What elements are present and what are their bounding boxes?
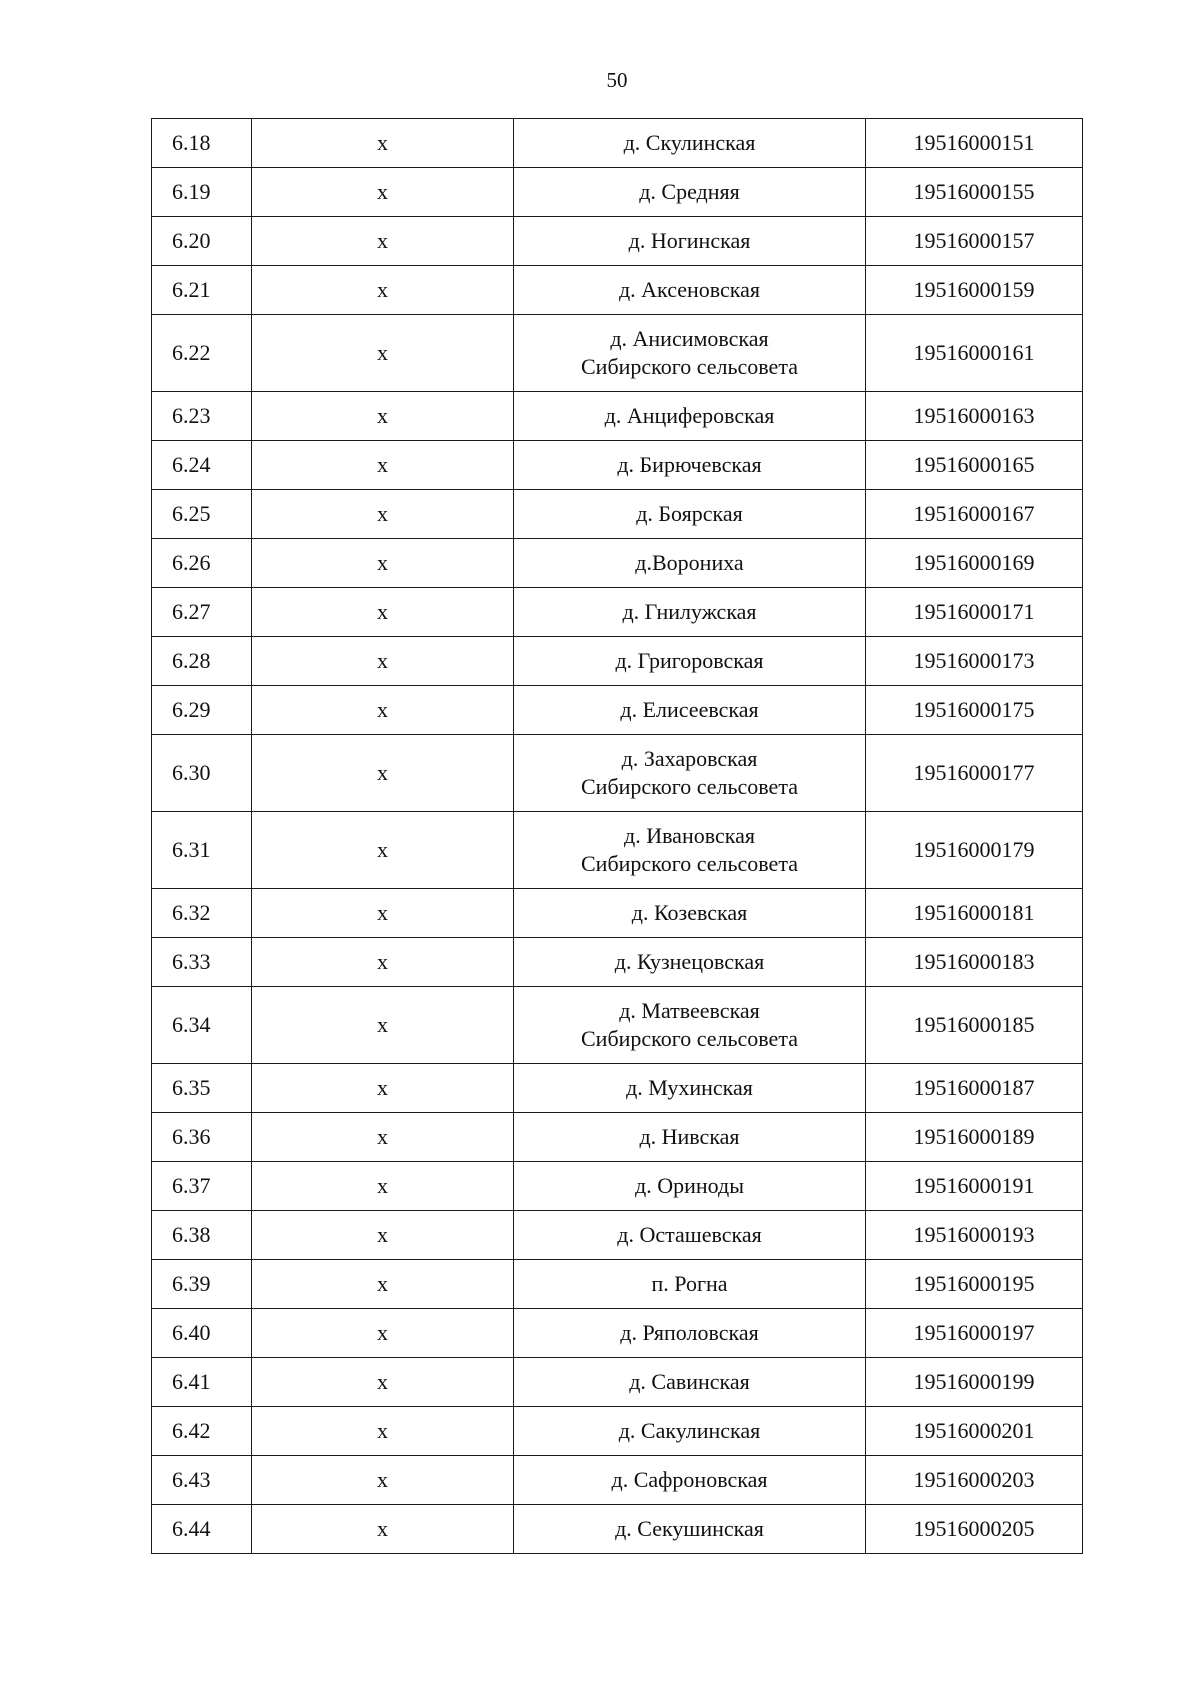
- oktmo-code-cell: 19516000197: [866, 1309, 1083, 1358]
- settlement-name-cell: [514, 889, 866, 938]
- oktmo-code-cell: 19516000159: [866, 266, 1083, 315]
- settlement-name-cell: [514, 1505, 866, 1554]
- settlement-name-line: д. Сакулинская: [618, 1418, 761, 1443]
- settlement-name-cell: [514, 539, 866, 588]
- settlement-name-cell: [514, 1309, 866, 1358]
- table-row: [152, 539, 1083, 588]
- oktmo-code-cell: 19516000151: [866, 119, 1083, 168]
- settlement-name-line: д. Анисимовская: [610, 326, 769, 351]
- mark-cell: x: [252, 735, 514, 812]
- oktmo-code-cell: 19516000195: [866, 1260, 1083, 1309]
- settlement-name-cell: [514, 1064, 866, 1113]
- settlement-name-line: д. Матвеевская: [619, 998, 760, 1023]
- table-row: [152, 315, 1083, 392]
- row-number-cell: 6.35: [152, 1064, 252, 1113]
- oktmo-code-cell: 19516000187: [866, 1064, 1083, 1113]
- oktmo-code-cell: 19516000193: [866, 1211, 1083, 1260]
- row-number-cell: 6.41: [152, 1358, 252, 1407]
- settlement-name-line: д. Мухинская: [626, 1075, 753, 1100]
- row-number-cell: 6.28: [152, 637, 252, 686]
- row-number-cell: 6.33: [152, 938, 252, 987]
- row-number-cell: 6.23: [152, 392, 252, 441]
- settlement-name-line: д. Ногинская: [628, 228, 751, 253]
- mark-cell: x: [252, 1309, 514, 1358]
- row-number-cell: 6.31: [152, 812, 252, 889]
- settlement-name-cell: [514, 1358, 866, 1407]
- settlement-name-line: д. Бирючевская: [617, 452, 762, 477]
- settlement-name-cell: [514, 441, 866, 490]
- row-number-cell: 6.18: [152, 119, 252, 168]
- table-row: [152, 266, 1083, 315]
- table-row: [152, 735, 1083, 812]
- row-number-cell: 6.27: [152, 588, 252, 637]
- row-number-cell: 6.24: [152, 441, 252, 490]
- oktmo-code-cell: 19516000179: [866, 812, 1083, 889]
- table-row: [152, 1309, 1083, 1358]
- settlement-name-cell: [514, 315, 866, 392]
- table-row: [152, 441, 1083, 490]
- mark-cell: x: [252, 1162, 514, 1211]
- oktmo-code-cell: 19516000181: [866, 889, 1083, 938]
- oktmo-code-cell: 19516000163: [866, 392, 1083, 441]
- oktmo-code-cell: 19516000203: [866, 1456, 1083, 1505]
- settlement-name-cell: [514, 217, 866, 266]
- row-number-cell: 6.20: [152, 217, 252, 266]
- settlement-name-cell: [514, 938, 866, 987]
- table-row: [152, 889, 1083, 938]
- mark-cell: x: [252, 1456, 514, 1505]
- mark-cell: x: [252, 1064, 514, 1113]
- table-row: [152, 1113, 1083, 1162]
- mark-cell: x: [252, 490, 514, 539]
- mark-cell: x: [252, 168, 514, 217]
- settlement-name-cell: [514, 812, 866, 889]
- table-row: [152, 119, 1083, 168]
- table-row: [152, 1064, 1083, 1113]
- settlement-name-cell: [514, 987, 866, 1064]
- settlement-name-line: д. Сафроновская: [611, 1467, 768, 1492]
- mark-cell: x: [252, 315, 514, 392]
- table-row: [152, 1456, 1083, 1505]
- settlement-name-line: д. Нивская: [639, 1124, 740, 1149]
- settlement-name-line: Сибирского сельсовета: [581, 774, 798, 799]
- settlement-name-line: д. Елисеевская: [620, 697, 759, 722]
- row-number-cell: 6.21: [152, 266, 252, 315]
- settlement-name-cell: [514, 119, 866, 168]
- row-number-cell: 6.25: [152, 490, 252, 539]
- settlement-name-line: д. Гнилужская: [622, 599, 757, 624]
- mark-cell: x: [252, 637, 514, 686]
- row-number-cell: 6.38: [152, 1211, 252, 1260]
- table-row: [152, 1505, 1083, 1554]
- oktmo-code-cell: 19516000201: [866, 1407, 1083, 1456]
- settlement-name-line: д.Ворониха: [635, 550, 744, 575]
- table-row: [152, 490, 1083, 539]
- mark-cell: x: [252, 539, 514, 588]
- settlement-name-cell: [514, 1162, 866, 1211]
- table-row: [152, 217, 1083, 266]
- oktmo-code-cell: 19516000177: [866, 735, 1083, 812]
- table-row: [152, 1260, 1083, 1309]
- settlement-name-line: д. Григоровская: [615, 648, 764, 673]
- table-body: [152, 119, 1083, 1554]
- row-number-cell: 6.42: [152, 1407, 252, 1456]
- table-row: [152, 686, 1083, 735]
- table-row: [152, 1162, 1083, 1211]
- settlement-name-cell: [514, 1456, 866, 1505]
- settlement-name-cell: [514, 735, 866, 812]
- oktmo-code-cell: 19516000205: [866, 1505, 1083, 1554]
- oktmo-code-cell: 19516000189: [866, 1113, 1083, 1162]
- settlement-name-cell: [514, 1260, 866, 1309]
- oktmo-code-cell: 19516000155: [866, 168, 1083, 217]
- settlement-name-cell: [514, 392, 866, 441]
- table-row: [152, 1358, 1083, 1407]
- oktmo-code-cell: 19516000183: [866, 938, 1083, 987]
- mark-cell: x: [252, 392, 514, 441]
- mark-cell: x: [252, 1358, 514, 1407]
- mark-cell: x: [252, 1260, 514, 1309]
- row-number-cell: 6.37: [152, 1162, 252, 1211]
- settlement-name-cell: [514, 168, 866, 217]
- row-number-cell: 6.32: [152, 889, 252, 938]
- row-number-cell: 6.40: [152, 1309, 252, 1358]
- settlement-name-line: д. Ряполовская: [620, 1320, 759, 1345]
- mark-cell: x: [252, 1211, 514, 1260]
- table-row: [152, 1407, 1083, 1456]
- settlement-name-line: Сибирского сельсовета: [581, 851, 798, 876]
- settlement-table: [151, 118, 1083, 1554]
- settlement-name-line: д. Скулинская: [623, 130, 756, 155]
- settlement-name-cell: [514, 266, 866, 315]
- row-number-cell: 6.43: [152, 1456, 252, 1505]
- oktmo-code-cell: 19516000157: [866, 217, 1083, 266]
- mark-cell: x: [252, 119, 514, 168]
- row-number-cell: 6.34: [152, 987, 252, 1064]
- oktmo-code-cell: 19516000161: [866, 315, 1083, 392]
- oktmo-code-cell: 19516000167: [866, 490, 1083, 539]
- settlement-name-line: д. Козевская: [631, 900, 748, 925]
- settlement-name-cell: [514, 686, 866, 735]
- mark-cell: x: [252, 441, 514, 490]
- row-number-cell: 6.39: [152, 1260, 252, 1309]
- oktmo-code-cell: 19516000199: [866, 1358, 1083, 1407]
- mark-cell: x: [252, 1113, 514, 1162]
- settlement-name-line: д. Ивановская: [624, 823, 755, 848]
- settlement-name-line: д. Ориноды: [635, 1173, 744, 1198]
- settlement-name-line: д. Аксеновская: [618, 277, 761, 302]
- settlement-name-cell: [514, 1407, 866, 1456]
- mark-cell: x: [252, 987, 514, 1064]
- table-row: [152, 812, 1083, 889]
- oktmo-code-cell: 19516000185: [866, 987, 1083, 1064]
- oktmo-code-cell: 19516000171: [866, 588, 1083, 637]
- settlement-name-line: д. Кузнецовская: [614, 949, 765, 974]
- settlement-name-cell: [514, 490, 866, 539]
- row-number-cell: 6.44: [152, 1505, 252, 1554]
- oktmo-code-cell: 19516000175: [866, 686, 1083, 735]
- table-row: [152, 938, 1083, 987]
- settlement-name-line: п. Рогна: [651, 1271, 728, 1296]
- row-number-cell: 6.36: [152, 1113, 252, 1162]
- mark-cell: x: [252, 266, 514, 315]
- oktmo-code-cell: 19516000191: [866, 1162, 1083, 1211]
- row-number-cell: 6.22: [152, 315, 252, 392]
- settlement-name-cell: [514, 588, 866, 637]
- mark-cell: x: [252, 217, 514, 266]
- settlement-name-line: д. Средняя: [639, 179, 740, 204]
- settlement-name-line: д. Захаровская: [621, 746, 758, 771]
- settlement-name-cell: [514, 1113, 866, 1162]
- mark-cell: x: [252, 889, 514, 938]
- row-number-cell: 6.19: [152, 168, 252, 217]
- oktmo-code-cell: 19516000165: [866, 441, 1083, 490]
- settlement-name-line: д. Секушинская: [615, 1516, 764, 1541]
- page-number: 50: [606, 68, 628, 92]
- table-row: [152, 168, 1083, 217]
- table-row: [152, 1211, 1083, 1260]
- mark-cell: x: [252, 812, 514, 889]
- mark-cell: x: [252, 588, 514, 637]
- oktmo-code-cell: 19516000173: [866, 637, 1083, 686]
- table-row: [152, 987, 1083, 1064]
- row-number-cell: 6.26: [152, 539, 252, 588]
- mark-cell: x: [252, 1407, 514, 1456]
- oktmo-code-cell: 19516000169: [866, 539, 1083, 588]
- settlement-name-line: д. Савинская: [629, 1369, 750, 1394]
- mark-cell: x: [252, 686, 514, 735]
- table-row: [152, 392, 1083, 441]
- table-row: [152, 588, 1083, 637]
- settlement-name-line: Сибирского сельсовета: [581, 1026, 798, 1051]
- mark-cell: x: [252, 938, 514, 987]
- settlement-name-line: д. Осташевская: [617, 1222, 762, 1247]
- settlement-name-line: д. Анциферовская: [604, 403, 775, 428]
- row-number-cell: 6.30: [152, 735, 252, 812]
- settlement-name-line: д. Боярская: [636, 501, 743, 526]
- table-row: [152, 637, 1083, 686]
- settlement-name-cell: [514, 637, 866, 686]
- settlement-name-cell: [514, 1211, 866, 1260]
- row-number-cell: 6.29: [152, 686, 252, 735]
- mark-cell: x: [252, 1505, 514, 1554]
- settlement-name-line: Сибирского сельсовета: [581, 354, 798, 379]
